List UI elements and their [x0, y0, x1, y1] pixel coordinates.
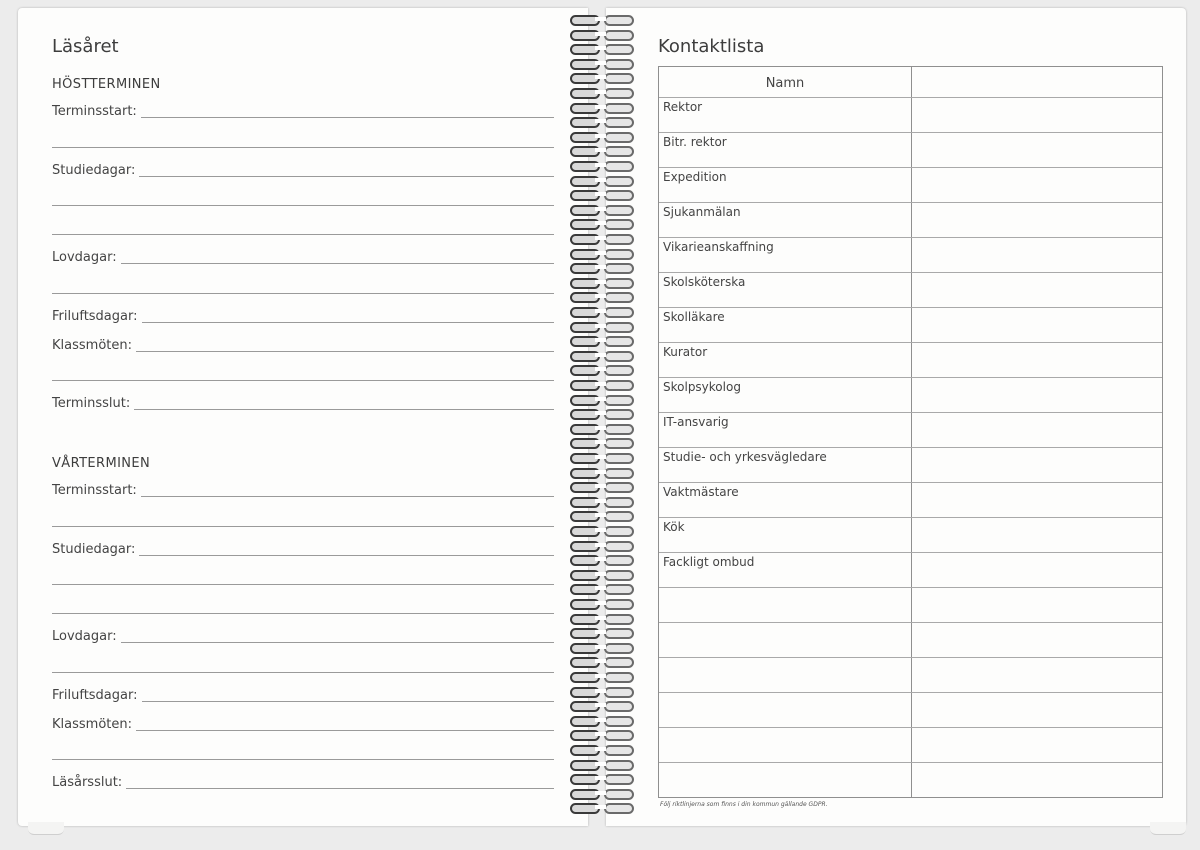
coil-gap [595, 470, 606, 474]
table-row[interactable] [659, 657, 1162, 692]
coil-gap [595, 134, 606, 138]
table-row[interactable] [659, 587, 1162, 622]
coil-gap [595, 499, 606, 503]
contact-role-label: Skolsköterska [663, 275, 746, 289]
spiral-coil [566, 598, 642, 608]
coil-wire [604, 643, 634, 654]
coil-gap [595, 586, 606, 590]
coil-wire [604, 614, 634, 625]
coil-wire [604, 44, 634, 55]
spiral-coil [566, 394, 642, 404]
coil-wire [604, 190, 634, 201]
writing-line [52, 672, 554, 673]
coil-gap [595, 674, 606, 678]
autumn-class-meetings-label: Klassmöten: [52, 338, 132, 353]
spring-outdoor-days-label: Friluftsdagar: [52, 688, 138, 703]
coil-gap [595, 251, 606, 255]
coil-wire [604, 307, 634, 318]
autumn-end-label: Terminsslut: [52, 396, 131, 411]
spiral-coil [566, 686, 642, 696]
contact-role-label: IT-ansvarig [663, 415, 729, 429]
page-title-kontaktlista: Kontaktlista [658, 36, 765, 57]
table-row[interactable] [659, 762, 1162, 797]
spring-holidays-field[interactable] [52, 625, 554, 645]
coil-gap [595, 207, 606, 211]
spiral-coil [566, 145, 642, 155]
writing-line [136, 350, 554, 352]
table-row[interactable] [659, 727, 1162, 762]
coil-wire [604, 146, 634, 157]
autumn-start-field[interactable] [52, 100, 554, 120]
gdpr-footnote: Följ riktlinjerna som finns i din kommun gällande GDPR. [660, 801, 828, 808]
coil-wire [604, 249, 634, 260]
coil-wire [604, 541, 634, 552]
coil-wire [604, 365, 634, 376]
coil-gap [595, 543, 606, 547]
coil-wire [604, 453, 634, 464]
spiral-coil [566, 116, 642, 126]
coil-gap [595, 148, 606, 152]
writing-line [141, 116, 554, 118]
writing-line [142, 321, 555, 323]
spring-class-meetings-field[interactable] [52, 713, 554, 733]
writing-line [121, 641, 554, 643]
coil-gap [595, 90, 606, 94]
spiral-coil [566, 467, 642, 477]
spiral-coil [566, 277, 642, 287]
spiral-coil [566, 29, 642, 39]
spiral-coil [566, 335, 642, 345]
spiral-coil [566, 437, 642, 447]
spiral-coil [566, 72, 642, 82]
spiral-coil [566, 262, 642, 272]
coil-wire [604, 161, 634, 172]
coil-gap [595, 75, 606, 79]
coil-wire [604, 482, 634, 493]
table-row[interactable] [659, 202, 1162, 237]
autumn-holidays-label: Lovdagar: [52, 250, 117, 265]
spiral-coil [566, 291, 642, 301]
coil-gap [595, 294, 606, 298]
coil-gap [595, 32, 606, 36]
coil-gap [595, 265, 606, 269]
spiral-coil [566, 102, 642, 112]
coil-gap [595, 338, 606, 342]
coil-gap [595, 630, 606, 634]
spring-study-days-label: Studiedagar: [52, 542, 136, 557]
spiral-coil [566, 656, 642, 666]
spiral-coil [566, 613, 642, 623]
coil-wire [604, 59, 634, 70]
contact-role-label: Bitr. rektor [663, 135, 727, 149]
autumn-class-meetings-field[interactable] [52, 334, 554, 354]
table-row[interactable] [659, 482, 1162, 517]
coil-wire [604, 570, 634, 581]
coil-gap [595, 659, 606, 663]
coil-gap [595, 163, 606, 167]
coil-gap [595, 382, 606, 386]
writing-line [52, 526, 554, 527]
coil-gap [595, 557, 606, 561]
coil-gap [595, 601, 606, 605]
coil-wire [604, 322, 634, 333]
spring-outdoor-days-field[interactable] [52, 684, 554, 704]
contact-role-label: Kök [663, 520, 685, 534]
coil-gap [595, 718, 606, 722]
coil-gap [595, 572, 606, 576]
coil-wire [604, 103, 634, 114]
coil-gap [595, 426, 606, 430]
spiral-coil [566, 43, 642, 53]
writing-line [139, 554, 554, 556]
coil-wire [604, 716, 634, 727]
coil-wire [604, 672, 634, 683]
coil-wire [604, 730, 634, 741]
spiral-coil [566, 218, 642, 228]
coil-gap [595, 689, 606, 693]
table-row[interactable] [659, 692, 1162, 727]
writing-line [52, 147, 554, 148]
table-row[interactable] [659, 552, 1162, 587]
autumn-study-days-field[interactable] [52, 159, 554, 179]
spring-start-label: Terminsstart: [52, 483, 137, 498]
spiral-coil [566, 423, 642, 433]
coil-wire [604, 657, 634, 668]
spiral-coil [566, 131, 642, 141]
spiral-coil [566, 408, 642, 418]
spiral-binding [566, 14, 646, 824]
spiral-coil [566, 510, 642, 520]
coil-gap [595, 17, 606, 21]
spiral-coil [566, 802, 642, 812]
spring-holidays-label: Lovdagar: [52, 629, 117, 644]
autumn-outdoor-days-label: Friluftsdagar: [52, 309, 138, 324]
spring-start-field[interactable] [52, 479, 554, 499]
spiral-coil [566, 321, 642, 331]
coil-wire [604, 511, 634, 522]
spiral-coil [566, 788, 642, 798]
coil-gap [595, 791, 606, 795]
table-row[interactable] [659, 237, 1162, 272]
spiral-coil [566, 87, 642, 97]
coil-wire [604, 278, 634, 289]
table-row[interactable] [659, 377, 1162, 412]
spring-study-days-field[interactable] [52, 538, 554, 558]
coil-wire [604, 132, 634, 143]
coil-gap [595, 61, 606, 65]
spiral-coil [566, 700, 642, 710]
coil-wire [604, 497, 634, 508]
writing-line [126, 787, 554, 789]
writing-line [52, 759, 554, 760]
coil-gap [595, 280, 606, 284]
writing-line [134, 408, 554, 410]
coil-gap [595, 192, 606, 196]
contact-role-label: Skolpsykolog [663, 380, 741, 394]
autumn-outdoor-days-field[interactable] [52, 305, 554, 325]
spiral-coil [566, 481, 642, 491]
spiral-coil [566, 204, 642, 214]
coil-wire [604, 409, 634, 420]
coil-wire [604, 263, 634, 274]
spiral-coil [566, 569, 642, 579]
coil-wire [604, 468, 634, 479]
table-header-name: Namn [765, 76, 805, 91]
coil-wire [604, 584, 634, 595]
coil-wire [604, 117, 634, 128]
spiral-coil [566, 627, 642, 637]
autumn-end-field[interactable] [52, 392, 554, 412]
coil-gap [595, 703, 606, 707]
contact-role-label: Sjukanmälan [663, 205, 741, 219]
contact-role-label: Fackligt ombud [663, 555, 755, 569]
writing-line [121, 262, 554, 264]
coil-wire [604, 380, 634, 391]
spiral-coil [566, 496, 642, 506]
coil-gap [595, 397, 606, 401]
writing-line [52, 293, 554, 294]
coil-gap [595, 455, 606, 459]
table-row[interactable] [659, 132, 1162, 167]
coil-wire [604, 336, 634, 347]
coil-gap [595, 178, 606, 182]
spiral-coil [566, 452, 642, 462]
coil-gap [595, 324, 606, 328]
coil-gap [595, 762, 606, 766]
coil-gap [595, 776, 606, 780]
coil-gap [595, 528, 606, 532]
contact-role-label: Vikarieanskaffning [663, 240, 774, 254]
table-row[interactable] [659, 307, 1162, 342]
coil-wire [604, 745, 634, 756]
coil-wire [604, 292, 634, 303]
writing-line [139, 175, 554, 177]
spiral-coil [566, 233, 642, 243]
table-row[interactable] [659, 342, 1162, 377]
coil-gap [595, 236, 606, 240]
table-row[interactable] [659, 97, 1162, 132]
writing-line [142, 700, 555, 702]
section-heading-autumn: HÖSTTERMINEN [52, 77, 161, 92]
coil-gap [595, 309, 606, 313]
coil-gap [595, 411, 606, 415]
coil-wire [604, 701, 634, 712]
coil-wire [604, 73, 634, 84]
table-row[interactable] [659, 622, 1162, 657]
spiral-coil [566, 671, 642, 681]
coil-gap [595, 484, 606, 488]
coil-gap [595, 46, 606, 50]
spiral-coil [566, 554, 642, 564]
writing-line [52, 584, 554, 585]
spiral-coil [566, 379, 642, 389]
coil-gap [595, 747, 606, 751]
school-year-end-label: Läsårsslut: [52, 775, 123, 790]
spiral-coil [566, 729, 642, 739]
coil-wire [604, 803, 634, 814]
coil-wire [604, 526, 634, 537]
coil-gap [595, 616, 606, 620]
autumn-study-days-label: Studiedagar: [52, 163, 136, 178]
coil-gap [595, 440, 606, 444]
coil-wire [604, 88, 634, 99]
coil-wire [604, 15, 634, 26]
contact-role-label: Skolläkare [663, 310, 725, 324]
table-row[interactable] [659, 412, 1162, 447]
table-row[interactable] [659, 272, 1162, 307]
coil-gap [595, 105, 606, 109]
writing-line [52, 613, 554, 614]
spiral-coil [566, 58, 642, 68]
coil-gap [595, 353, 606, 357]
autumn-holidays-field[interactable] [52, 246, 554, 266]
coil-wire [604, 760, 634, 771]
contact-table [658, 66, 1163, 798]
contact-role-label: Studie- och yrkesvägledare [663, 450, 827, 464]
school-year-end-field[interactable] [52, 771, 554, 791]
spiral-coil [566, 759, 642, 769]
coil-wire [604, 687, 634, 698]
writing-line [52, 234, 554, 235]
coil-gap [595, 221, 606, 225]
coil-gap [595, 119, 606, 123]
coil-gap [595, 645, 606, 649]
spiral-coil [566, 583, 642, 593]
spiral-coil [566, 642, 642, 652]
spiral-coil [566, 715, 642, 725]
writing-line [136, 729, 554, 731]
coil-wire [604, 555, 634, 566]
spiral-coil [566, 773, 642, 783]
coil-wire [604, 234, 634, 245]
contact-role-label: Kurator [663, 345, 708, 359]
spiral-coil [566, 248, 642, 258]
spiral-coil [566, 540, 642, 550]
coil-gap [595, 732, 606, 736]
autumn-start-label: Terminsstart: [52, 104, 137, 119]
writing-line [52, 380, 554, 381]
spiral-coil [566, 14, 642, 24]
spring-class-meetings-label: Klassmöten: [52, 717, 132, 732]
spiral-coil [566, 175, 642, 185]
spiral-coil [566, 364, 642, 374]
table-row[interactable] [659, 517, 1162, 552]
contact-role-label: Expedition [663, 170, 727, 184]
coil-gap [595, 367, 606, 371]
page-title-lasaret: Läsåret [52, 36, 119, 57]
spiral-coil [566, 306, 642, 316]
coil-wire [604, 424, 634, 435]
contact-role-label: Vaktmästare [663, 485, 739, 499]
coil-gap [595, 805, 606, 809]
table-row[interactable] [659, 447, 1162, 482]
coil-wire [604, 205, 634, 216]
coil-wire [604, 395, 634, 406]
contact-role-label: Rektor [663, 100, 703, 114]
coil-wire [604, 176, 634, 187]
spiral-coil [566, 525, 642, 535]
right-page-tab [1150, 822, 1186, 835]
left-page-tab [28, 822, 64, 835]
writing-line [52, 205, 554, 206]
section-heading-spring: VÅRTERMINEN [52, 456, 151, 471]
coil-wire [604, 351, 634, 362]
coil-wire [604, 438, 634, 449]
spiral-coil [566, 744, 642, 754]
spiral-coil [566, 350, 642, 360]
coil-wire [604, 599, 634, 610]
coil-wire [604, 789, 634, 800]
coil-wire [604, 774, 634, 785]
coil-wire [604, 219, 634, 230]
spiral-coil [566, 189, 642, 199]
coil-wire [604, 30, 634, 41]
coil-gap [595, 513, 606, 517]
spiral-coil [566, 160, 642, 170]
writing-line [141, 495, 554, 497]
coil-wire [604, 628, 634, 639]
table-row[interactable] [659, 167, 1162, 202]
